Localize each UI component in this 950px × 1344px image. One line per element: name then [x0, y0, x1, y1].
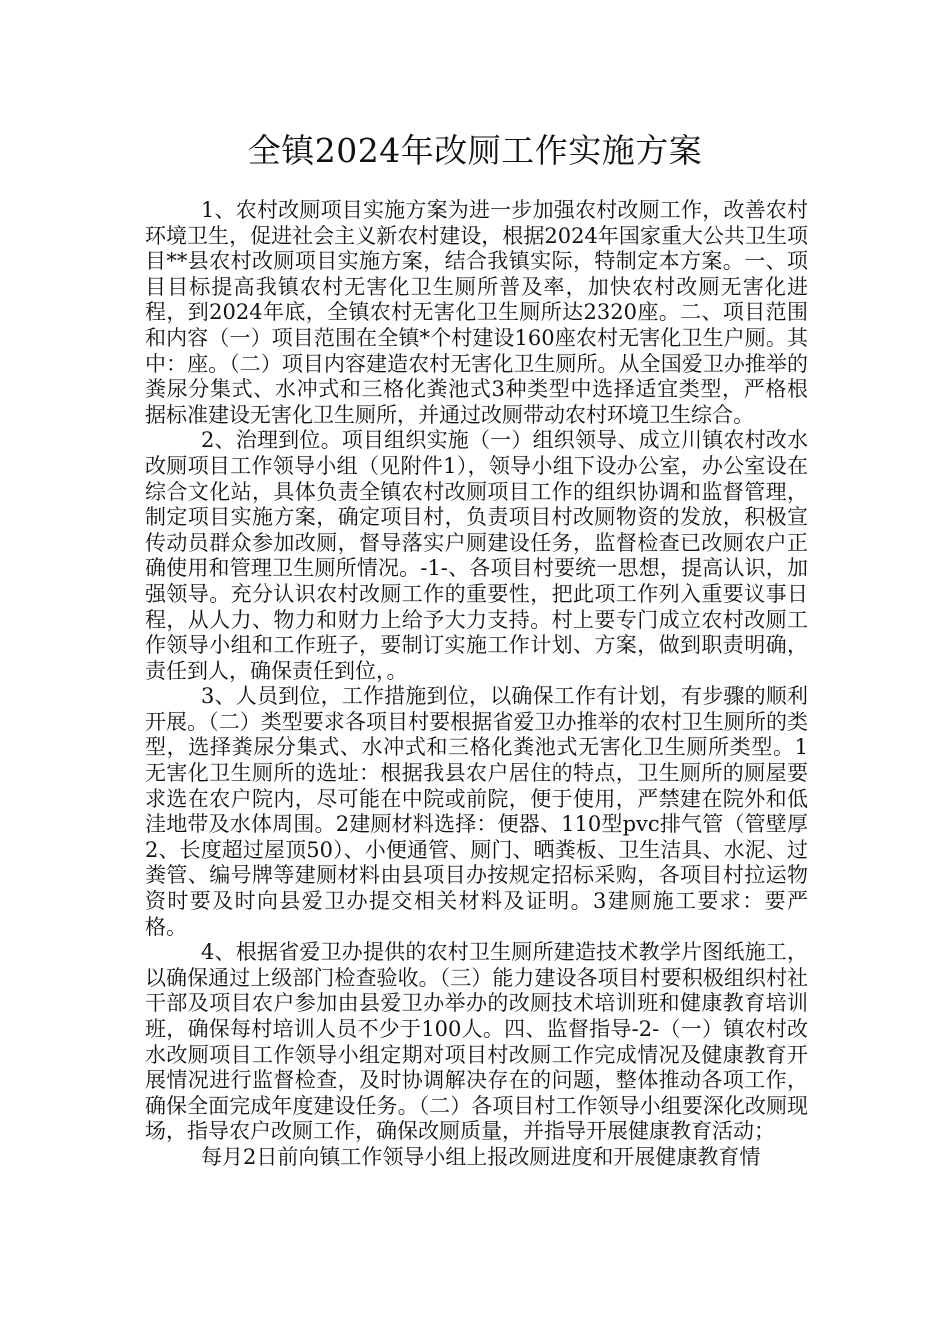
paragraph-5: 每月2日前向镇工作领导小组上报改厕进度和开展健康教育情: [201, 1144, 761, 1169]
paragraph-1: 1、农村改厕项目实施方案为进一步加强农村改厕工作，改善农村环境卫生，促进社会主义新农村建设，根据2024年国家重大公共卫生项目**县农村改厕项目实施方案，结合我镇实际，特制定本方案。一、项目目标提高我镇农村无害化卫生厕所普及率，加快农村改厕无害化进程，到2024年底，全镇农村无害化卫生厕所达2320座。二、项目范围和内容（一）项目范围在全镇*个村建设160座农村无害化卫生户厕。其中：座。（二）项目内容建造农村无害化卫生厕所。从全国爱卫办推举的粪尿分集式、水冲式和三格化粪池式3种类型中选择适宜类型，严格根据标准建设无害化卫生厕所，并通过改厕带动农村环境卫生综合。: [145, 198, 808, 427]
paragraph-4: 4、根据省爱卫办提供的农村卫生厕所建造技术教学片图纸施工，以确保通过上级部门检查验收。（三）能力建设各项目村要积极组织村社干部及项目农户参加由县爱卫办举办的改厕技术培训班和健康教育培训班，确保每村培训人员不少于100人。四、监督指导-2-（一）镇农村改水改厕项目工作领导小组定期对项目村改厕工作完成情况及健康教育开展情况进行监督检查，及时协调解决存在的问题，整体推动各项工作，确保全面完成年度建设任务。（二）各项目村工作领导小组要深化改厕现场，指导农户改厕工作，确保改厕质量，并指导开展健康教育活动；: [145, 940, 808, 1144]
paragraph-2: 2、治理到位。项目组织实施（一）组织领导、成立川镇农村改水改厕项目工作领导小组（见附件1），领导小组下设办公室，办公室设在综合文化站，具体负责全镇农村改厕项目工作的组织协调和监督管理，制定项目实施方案，确定项目村，负责项目村改厕物资的发放，积极宣传动员群众参加改厕，督导落实户厕建设任务，监督检查已改厕农户正确使用和管理卫生厕所情况。-1-、各项目村要统一思想，提高认识，加强领导。充分认识农村改厕工作的重要性，把此项工作列入重要议事日程，从人力、物力和财力上给予大力支持。村上要专门成立农村改厕工作领导小组和工作班子，要制订实施工作计划、方案，做到职责明确，责任到人，确保责任到位，。: [145, 428, 808, 683]
document-body: [145, 198, 808, 1171]
document-title: 全镇2024年改厕工作实施方案: [247, 131, 703, 170]
paragraph-3: 3、人员到位，工作措施到位，以确保工作有计划，有步骤的顺利开展。（二）类型要求各项目村要根据省爱卫办推举的农村卫生厕所的类型，选择粪尿分集式、水冲式和三格化粪池式无害化卫生厕所类型。1无害化卫生厕所的选址：根据我县农户居住的特点，卫生厕所的厕屋要求选在农户院内，尽可能在中院或前院，便于使用，严禁建在院外和低洼地带及水体周围。2建厕材料选择：便器、110型pvc排气管（管壁厚2、长度超过屋顶50）、小便通管、厕门、晒粪板、卫生洁具、水泥、过粪管、编号牌等建厕材料由县项目办按规定招标采购，各项目村拉运物资时要及时向县爱卫办提交相关材料及证明。3建厕施工要求：要严格。: [145, 684, 808, 939]
